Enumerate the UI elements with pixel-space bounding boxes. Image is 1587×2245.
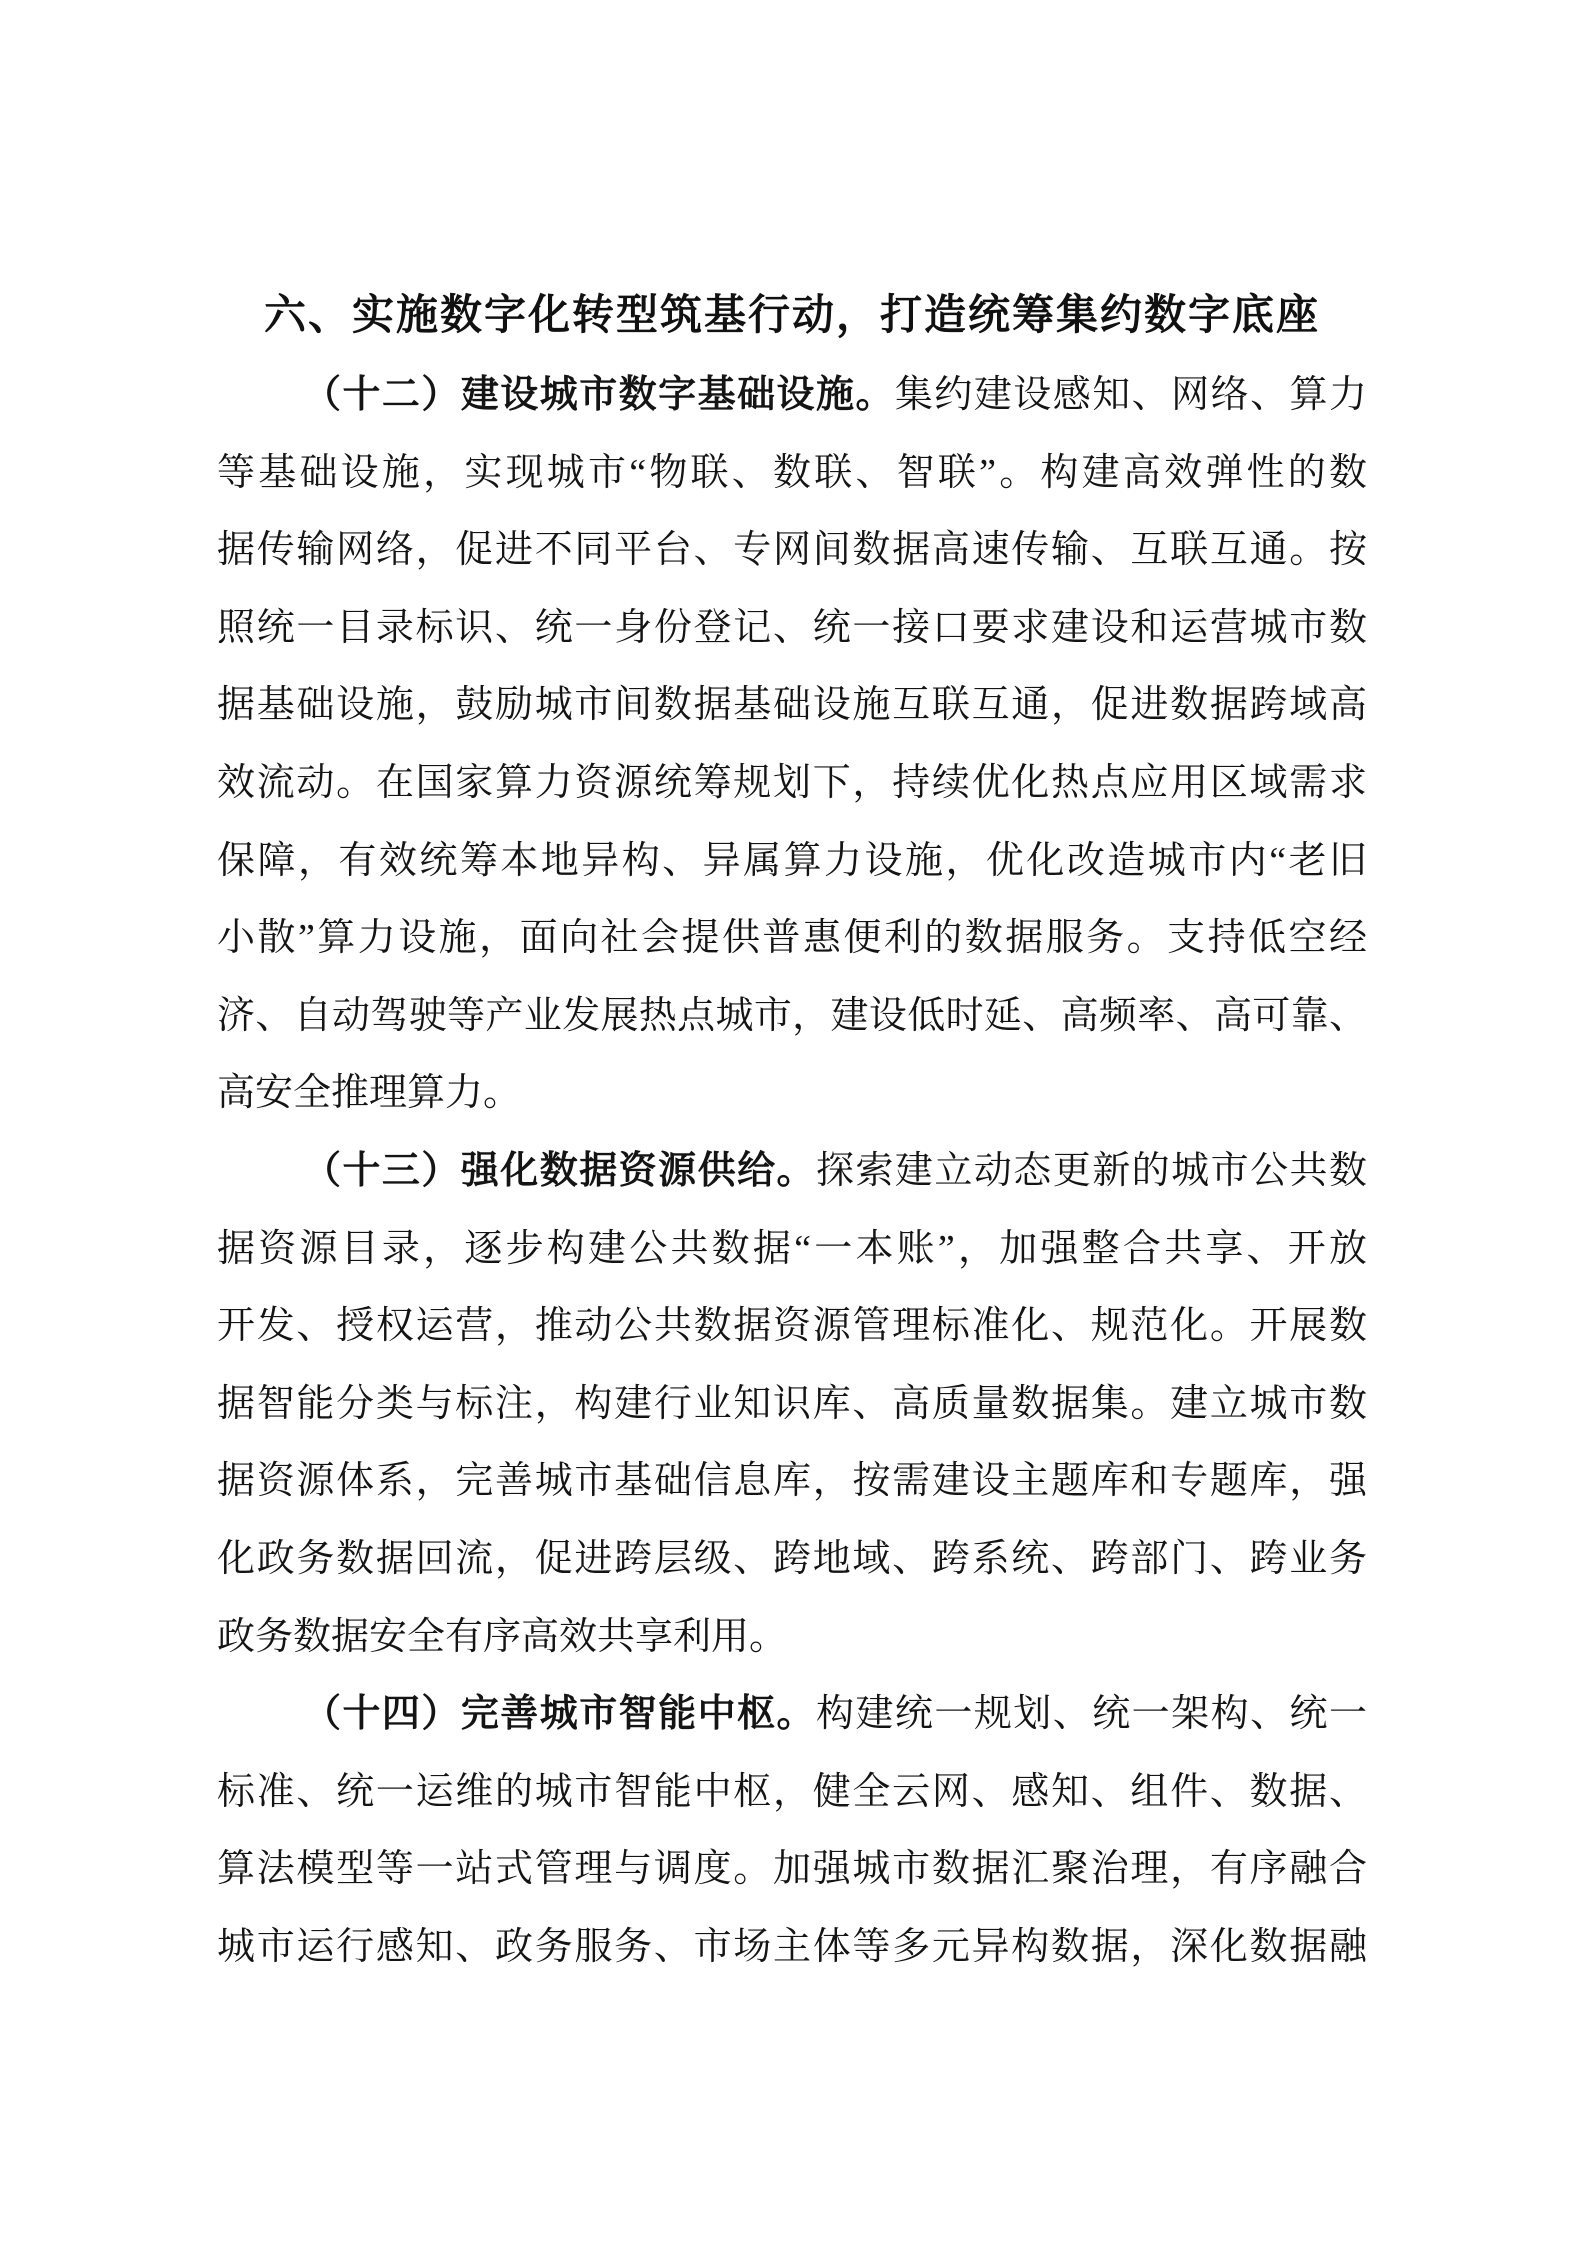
line-text: 照统一目录标识、统一身份登记、统一接口要求建设和运营城市数 [217, 606, 1367, 649]
body-line [217, 435, 1367, 513]
body-line [217, 1909, 1367, 1987]
line-text: 算法模型等一站式管理与调度。加强城市数据汇聚治理，有序融合 [217, 1848, 1367, 1891]
body-line [217, 1676, 1367, 1754]
line-text: 效流动。在国家算力资源统筹规划下，持续优化热点应用区域需求 [217, 761, 1367, 804]
line-text: 保障，有效统筹本地异构、异属算力设施，优化改造城市内“老旧 [217, 839, 1367, 882]
paragraph-lead: （十三）强化数据资源供给。 [303, 1149, 816, 1192]
body-line [217, 1288, 1367, 1366]
body-line [217, 1366, 1367, 1444]
line-text: 开发、授权运营，推动公共数据资源管理标准化、规范化。开展数 [217, 1305, 1367, 1348]
body-line [217, 1521, 1367, 1599]
body-line [217, 1599, 1367, 1677]
line-text: 小散”算力设施，面向社会提供普惠便利的数据服务。支持低空经 [217, 917, 1367, 960]
body-line [217, 357, 1367, 435]
paragraph-lead: （十二）建设城市数字基础设施。 [303, 374, 895, 416]
body-line [217, 512, 1367, 590]
line-text: 探索建立动态更新的城市公共数 [816, 1149, 1367, 1192]
line-text: 城市运行感知、政务服务、市场主体等多元异构数据，深化数据融 [217, 1925, 1367, 1968]
body-line [217, 823, 1367, 901]
body-line [217, 900, 1367, 978]
line-text: 构建统一规划、统一架构、统一 [816, 1693, 1367, 1736]
section-heading: 六、实施数字化转型筑基行动，打造统筹集约数字底座 [263, 291, 1320, 338]
body-line [217, 667, 1367, 745]
body-line [217, 978, 1367, 1056]
line-text: 标准、统一运维的城市智能中枢，健全云网、感知、组件、数据、 [217, 1770, 1367, 1813]
line-text: 据资源目录，逐步构建公共数据“一本账”，加强整合共享、开放 [217, 1227, 1367, 1270]
line-text: 据智能分类与标注，构建行业知识库、高质量数据集。建立城市数 [217, 1382, 1367, 1425]
line-text: 据传输网络，促进不同平台、专网间数据高速传输、互联互通。按 [217, 529, 1367, 572]
paragraph-lead: （十四）完善城市智能中枢。 [303, 1693, 816, 1736]
line-text: 化政务数据回流，促进跨层级、跨地域、跨系统、跨部门、跨业务 [217, 1537, 1367, 1580]
body-line [217, 1211, 1367, 1289]
body-line [217, 745, 1367, 823]
line-text: 据资源体系，完善城市基础信息库，按需建设主题库和专题库，强 [217, 1460, 1367, 1503]
body-line [217, 1754, 1367, 1832]
line-text: 等基础设施，实现城市“物联、数联、智联”。构建高效弹性的数 [217, 451, 1367, 494]
body-line [217, 1133, 1367, 1211]
line-text: 济、自动驾驶等产业发展热点城市，建设低时延、高频率、高可靠、 [217, 994, 1367, 1037]
line-text: 据基础设施，鼓励城市间数据基础设施互联互通，促进数据跨域高 [217, 684, 1367, 727]
body-line [217, 1055, 1367, 1133]
body-line [217, 1831, 1367, 1909]
line-text: 政务数据安全有序高效共享利用。 [217, 1615, 788, 1658]
body-line [217, 1443, 1367, 1521]
body-line [217, 590, 1367, 668]
line-text: 高安全推理算力。 [217, 1072, 522, 1115]
document-body [217, 357, 1367, 1986]
line-text: 集约建设感知、网络、算力 [894, 374, 1367, 416]
